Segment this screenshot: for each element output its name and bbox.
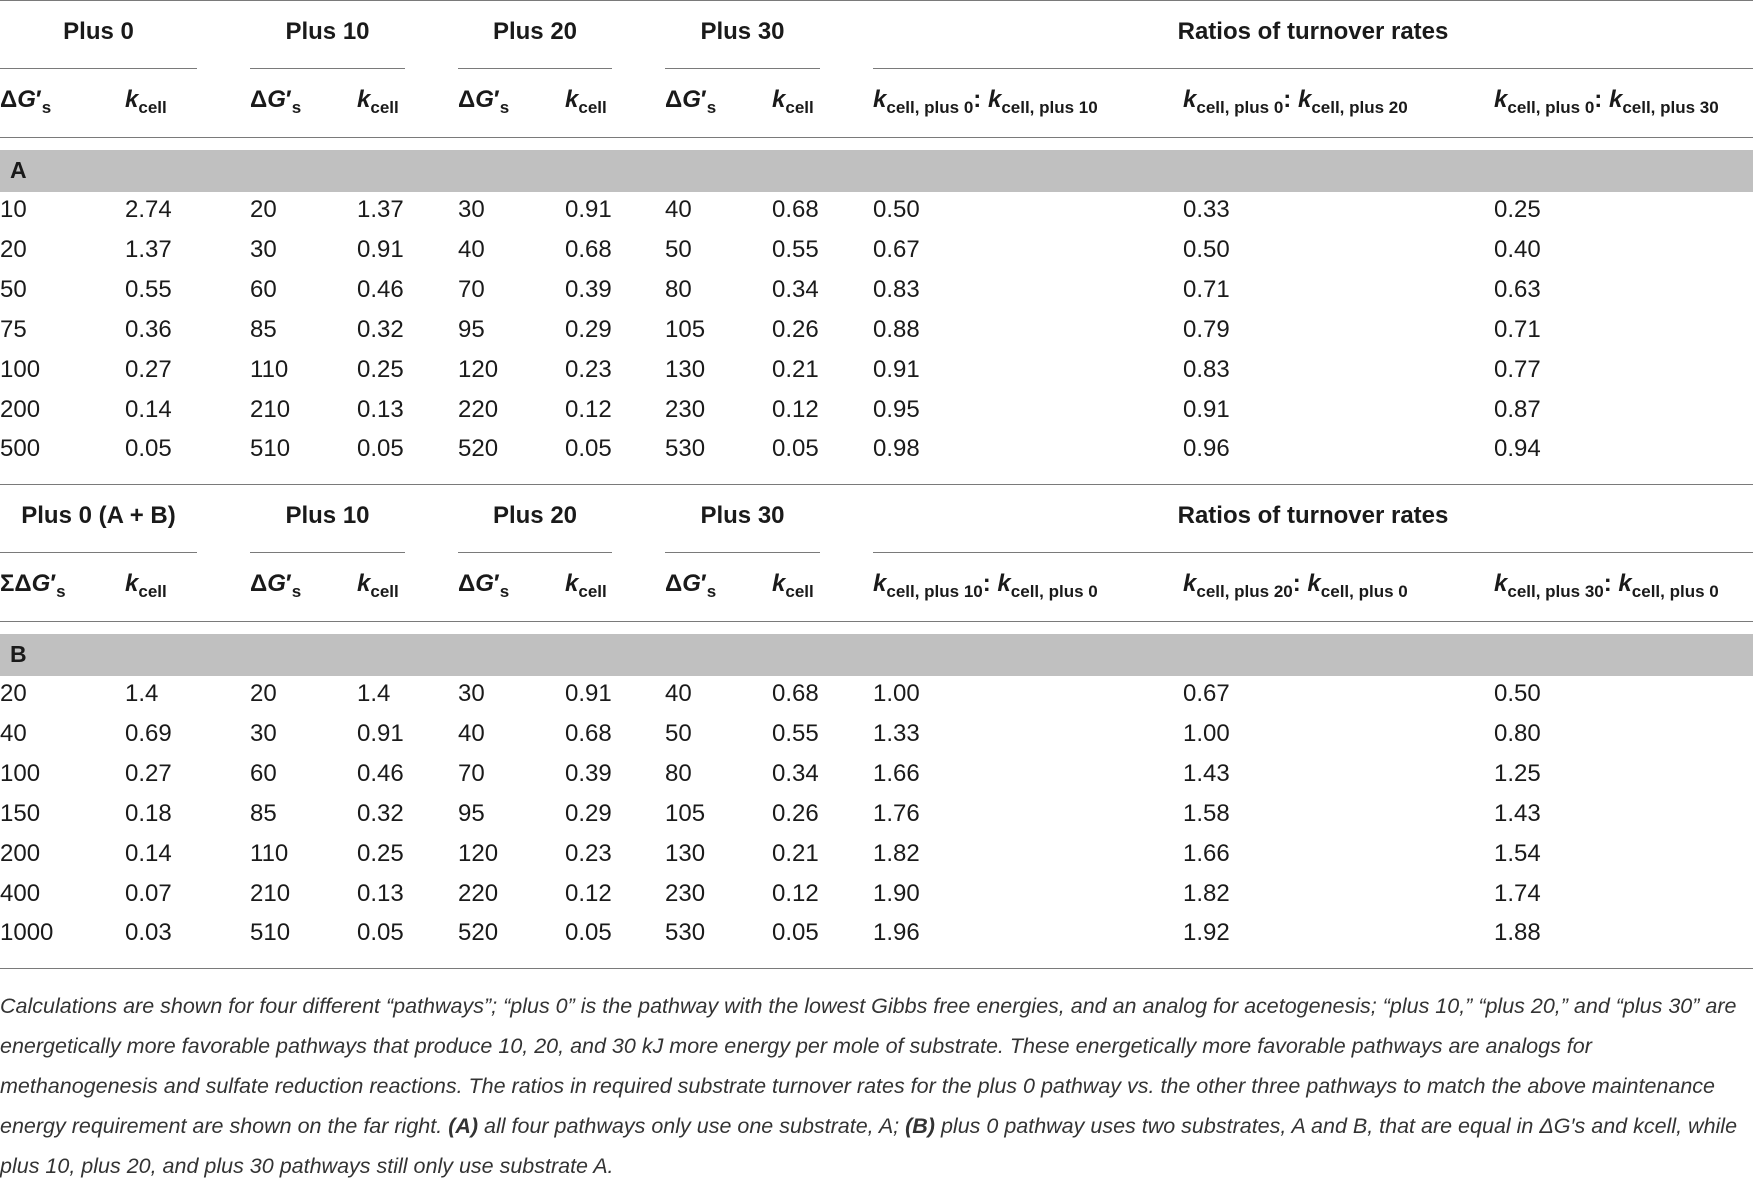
tableA-cell: 0.94: [1494, 435, 1541, 463]
tableA-cell: 0.91: [357, 235, 404, 263]
tableB-cell: 40: [665, 680, 692, 707]
tableA-cell: 75: [0, 315, 27, 343]
tableA-cell: 50: [665, 235, 692, 263]
tableA-cell: 0.55: [125, 275, 172, 303]
tableB-cell: 1.25: [1494, 759, 1541, 787]
tableB-cell: 230: [665, 879, 706, 907]
tableA-cell: 130: [665, 355, 706, 383]
tableB-col-dg-0: $\Sigma\Delta G'_s$: [0, 570, 66, 601]
tableA-group-rule-3: [665, 68, 820, 69]
tableB-cell: 1.43: [1494, 799, 1541, 827]
tableB-cell: 20: [0, 680, 27, 707]
tableB-cell: 0.50: [1494, 680, 1541, 707]
tableB-cell: 200: [0, 839, 41, 867]
tableA-cell: 70: [458, 275, 485, 303]
tableA-cell: 20: [250, 196, 277, 223]
tableA-top-rule: [0, 0, 1753, 1]
tableB-cell: 1000: [0, 919, 54, 947]
tableA-col-k-0: $k_{cell}$: [125, 86, 167, 117]
tableB-cell: 0.67: [1183, 680, 1230, 707]
tableB-cell: 220: [458, 879, 499, 907]
tableA-cell: 0.14: [125, 395, 172, 423]
caption-main-text: Calculations are shown for four different “pathways”; “plus 0” is the pathway with the lowest Gibbs free energies, and an analog for acetogenesis; “plus 10,” “plus 20,” and “plus 30” are energetically more favorable pathways that produce 10, 20, and 30 kJ more energy per mole of substrate. These energetically more favorable pathways are analogs for methanogenesis and sulfate reduction reactions. The ratios in required substrate turnover rates for the plus 0 pathway vs. the other three pathways to match the above maintenance energy requirement are shown on the far right.: [0, 994, 1737, 1138]
tableB-cell: 100: [0, 759, 41, 787]
tableB-col-ratio-2: $k_{cell, plus 30}$: $k_{cell, plus 0}$: [1494, 570, 1719, 601]
tableB-cell: 0.69: [125, 719, 172, 747]
tableA-cell: 500: [0, 435, 41, 463]
tableA-group-header-0: Plus 0: [63, 18, 134, 45]
tableB-cell: 0.03: [125, 919, 172, 947]
tableB-cell: 1.00: [1183, 719, 1230, 747]
tableA-cell: 0.23: [565, 355, 612, 383]
tableA-cell: 1.37: [125, 235, 172, 263]
tableB-cell: 130: [665, 839, 706, 867]
tableB-cell: 520: [458, 919, 499, 947]
tableB-cell: 1.82: [1183, 879, 1230, 907]
tableA-group-header-4: Ratios of turnover rates: [1177, 18, 1449, 45]
tableB-cell: 60: [250, 759, 277, 787]
tableB-cell: 80: [665, 759, 692, 787]
tableA-cell: 0.46: [357, 275, 404, 303]
tableB-group-header-2: Plus 20: [492, 502, 578, 529]
tableA-cell: 0.32: [357, 315, 404, 343]
tableA-cell: 510: [250, 435, 291, 463]
tableB-col-k-0: $k_{cell}$: [125, 570, 167, 601]
tableB-cell: 1.33: [873, 719, 920, 747]
tableA-section-band: [0, 150, 1753, 192]
tableA-cell: 520: [458, 435, 499, 463]
tableA-group-rule-1: [250, 68, 405, 69]
tableA-cell: 0.36: [125, 315, 172, 343]
tableA-group-header-3: Plus 30: [700, 18, 785, 45]
tableA-cell: 0.05: [125, 435, 172, 463]
tableB-cell: 1.92: [1183, 919, 1230, 947]
tableA-cell: 95: [458, 315, 485, 343]
tableB-cell: 0.25: [357, 839, 404, 867]
tableA-group-rule-4: [873, 68, 1753, 69]
tableA-cell: 40: [665, 196, 692, 223]
tableB-cell: 0.18: [125, 799, 172, 827]
tableB-cell: 0.27: [125, 759, 172, 787]
tableA-cell: 30: [250, 235, 277, 263]
tableB-cell: 110: [250, 839, 289, 867]
tableB-cell: 1.88: [1494, 919, 1541, 947]
tableB-cell: 0.12: [772, 879, 819, 907]
tableA-cell: 60: [250, 275, 277, 303]
caption-a-text: all four pathways only use one substrate, A;: [484, 1114, 900, 1138]
tableA-cell: 220: [458, 395, 499, 423]
tableA-col-dg-0: $\Delta G'_s$: [0, 86, 52, 117]
tableA-cell: 0.12: [565, 395, 612, 423]
tableB-cell: 1.00: [873, 680, 920, 707]
tableA-cell: 0.27: [125, 355, 172, 383]
tableA-group-header-1: Plus 10: [285, 18, 370, 45]
tableB-col-ratio-1: $k_{cell, plus 20}$: $k_{cell, plus 0}$: [1183, 570, 1408, 601]
tableA-cell: 530: [665, 435, 706, 463]
tableB-section-label: B: [10, 641, 27, 667]
tableB-cell: 0.05: [565, 919, 612, 947]
tableB-cell: 1.74: [1494, 879, 1541, 907]
tableA-cell: 0.50: [1183, 235, 1230, 263]
tableB-cell: 0.21: [772, 839, 819, 867]
tableB-cell: 1.43: [1183, 759, 1230, 787]
tableA-cell: 0.21: [772, 355, 819, 383]
tableA-col-ratio-1: $k_{cell, plus 0}$: $k_{cell, plus 20}$: [1183, 86, 1408, 117]
tableB-col-k-1: $k_{cell}$: [357, 570, 399, 601]
tableB-group-rule-2: [458, 552, 612, 553]
tableA-cell: 0.26: [772, 315, 819, 343]
tableA-cell: 0.96: [1183, 435, 1230, 463]
tableB-col-k-2: $k_{cell}$: [565, 570, 607, 601]
tableA-col-k-2: $k_{cell}$: [565, 86, 607, 117]
tableA-cell: 0.40: [1494, 235, 1541, 263]
tableB-cell: 30: [458, 680, 485, 707]
tableA-cell: 0.91: [873, 355, 920, 383]
tableB-col-dg-2: $\Delta G'_s$: [458, 570, 510, 601]
tableB-cell: 0.34: [772, 759, 819, 787]
tableB-header-rule: [0, 621, 1753, 622]
tableB-group-rule-3: [665, 552, 820, 553]
tableB-group-header-4: Ratios of turnover rates: [1177, 502, 1449, 529]
tableA-cell: 105: [665, 315, 706, 343]
tableA-col-dg-2: $\Delta G'_s$: [458, 86, 510, 117]
tableA-cell: 0.95: [873, 395, 920, 423]
tableA-cell: 0.29: [565, 315, 612, 343]
tableA-cell: 0.68: [565, 235, 612, 263]
tableA-group-rule-2: [458, 68, 612, 69]
tableB-group-header-0: Plus 0 (A + B): [21, 502, 176, 529]
tableA-cell: 0.13: [357, 395, 404, 423]
tableA-group-rule-0: [0, 68, 197, 69]
tableB-group-rule-0: [0, 552, 197, 553]
tableB-cell: 0.29: [565, 799, 612, 827]
tableB-cell: 50: [665, 719, 692, 747]
tableB-cell: 85: [250, 799, 277, 827]
tableB-cell: 150: [0, 799, 41, 827]
tableB-cell: 210: [250, 879, 291, 907]
tableA-cell: 0.67: [873, 235, 920, 263]
tableA-cell: 0.12: [772, 395, 819, 423]
tableB-col-dg-3: $\Delta G'_s$: [665, 570, 717, 601]
tableB-cell: 40: [458, 719, 485, 747]
tableB-cell: 95: [458, 799, 485, 827]
tableA-cell: 210: [250, 395, 291, 423]
tableA-cell: 230: [665, 395, 706, 423]
tableB-cell: 0.05: [772, 919, 819, 947]
tableA-cell: 50: [0, 275, 27, 303]
tableB-cell: 1.58: [1183, 799, 1230, 827]
tableB-cell: 1.76: [873, 799, 920, 827]
tableB-cell: 0.07: [125, 879, 172, 907]
tableB-cell: 105: [665, 799, 706, 827]
tableA-col-dg-1: $\Delta G'_s$: [250, 86, 302, 117]
tableA-cell: 110: [250, 355, 289, 383]
tableB-cell: 0.14: [125, 839, 172, 867]
tableB-cell: 0.05: [357, 919, 404, 947]
tableA-cell: 0.63: [1494, 275, 1541, 303]
caption-b-label: (B): [905, 1114, 935, 1138]
tableA-cell: 0.50: [873, 196, 920, 223]
tableA-col-k-3: $k_{cell}$: [772, 86, 814, 117]
tableB-cell: 0.23: [565, 839, 612, 867]
tableB-col-dg-1: $\Delta G'_s$: [250, 570, 302, 601]
tableA-cell: 0.34: [772, 275, 819, 303]
tableA-cell: 0.83: [873, 275, 920, 303]
tableA-cell: 0.25: [357, 355, 404, 383]
tableB-group-rule-1: [250, 552, 405, 553]
tableA-cell: 20: [0, 235, 27, 263]
tableA-col-ratio-2: $k_{cell, plus 0}$: $k_{cell, plus 30}$: [1494, 86, 1719, 117]
tableA-cell: 0.91: [1183, 395, 1230, 423]
tableA-cell: 0.77: [1494, 355, 1541, 383]
tableB-cell: 40: [0, 719, 27, 747]
tableB-cell: 400: [0, 879, 41, 907]
tableB-group-header-1: Plus 10: [285, 502, 370, 529]
tableA-cell: 0.87: [1494, 395, 1541, 423]
tableA-cell: 10: [0, 196, 27, 223]
tableA-cell: 85: [250, 315, 277, 343]
tableA-cell: 1.37: [357, 196, 404, 223]
tableA-cell: 2.74: [125, 196, 172, 223]
tableB-cell: 1.66: [1183, 839, 1230, 867]
tableA-cell: 0.91: [565, 196, 612, 223]
table-bottom-rule: [0, 968, 1753, 969]
tableB-col-k-3: $k_{cell}$: [772, 570, 814, 601]
tableB-cell: 1.4: [125, 680, 159, 707]
caption-a-label: (A): [448, 1114, 479, 1138]
tableA-cell: 0.71: [1183, 275, 1230, 303]
tableB-cell: 0.68: [772, 680, 819, 707]
tableA-group-header-2: Plus 20: [492, 18, 578, 45]
tableA-col-k-1: $k_{cell}$: [357, 86, 399, 117]
tableB-cell: 0.12: [565, 879, 612, 907]
tableA-cell: 0.98: [873, 435, 920, 463]
tableA-cell: 0.71: [1494, 315, 1541, 343]
tableA-cell: 0.55: [772, 235, 819, 263]
tableB-cell: 70: [458, 759, 485, 787]
tableB-cell: 0.26: [772, 799, 819, 827]
tableB-cell: 0.46: [357, 759, 404, 787]
tableB-cell: 0.68: [565, 719, 612, 747]
tableA-cell: 0.79: [1183, 315, 1230, 343]
tableB-group-header-3: Plus 30: [700, 502, 785, 529]
tableB-cell: 1.82: [873, 839, 920, 867]
tableA-cell: 0.05: [772, 435, 819, 463]
tableA-cell: 0.33: [1183, 196, 1230, 223]
tableB-cell: 0.39: [565, 759, 612, 787]
tableA-cell: 80: [665, 275, 692, 303]
tableB-cell: 0.32: [357, 799, 404, 827]
tableB-section-band: [0, 634, 1753, 676]
tableB-cell: 120: [458, 839, 499, 867]
tableA-cell: 0.05: [357, 435, 404, 463]
tableB-cell: 30: [250, 719, 277, 747]
tableA-cell: 0.88: [873, 315, 920, 343]
tableB-cell: 1.66: [873, 759, 920, 787]
tableB-cell: 20: [250, 680, 277, 707]
caption-b-text: plus 0 pathway uses two substrates, A and B, that are equal in ΔG′s and kcell, while plus 10, plus 20, and plus 30 pathways still only use substrate A.: [0, 1114, 1738, 1178]
tableA-cell: 0.83: [1183, 355, 1230, 383]
tableB-top-rule: [0, 484, 1753, 485]
tableB-cell: 1.4: [357, 680, 391, 707]
tableB-cell: 510: [250, 919, 291, 947]
tableB-cell: 0.91: [565, 680, 612, 707]
tableA-col-dg-3: $\Delta G'_s$: [665, 86, 717, 117]
tableA-section-label: A: [10, 157, 27, 183]
tableA-cell: 0.68: [772, 196, 819, 223]
tableB-cell: 1.90: [873, 879, 920, 907]
tableB-col-ratio-0: $k_{cell, plus 10}$: $k_{cell, plus 0}$: [873, 570, 1098, 601]
tableB-cell: 1.96: [873, 919, 920, 947]
tableB-cell: 0.13: [357, 879, 404, 907]
tableA-header-rule: [0, 137, 1753, 138]
table-caption: [0, 986, 1753, 1186]
tableA-cell: 40: [458, 235, 485, 263]
tableA-cell: 0.39: [565, 275, 612, 303]
tableA-cell: 100: [0, 355, 41, 383]
tableB-cell: 530: [665, 919, 706, 947]
tableA-cell: 120: [458, 355, 499, 383]
tableA-cell: 200: [0, 395, 41, 423]
tableB-cell: 0.55: [772, 719, 819, 747]
tableA-cell: 0.25: [1494, 196, 1541, 223]
tableB-cell: 1.54: [1494, 839, 1541, 867]
tableA-cell: 30: [458, 196, 485, 223]
tableA-col-ratio-0: $k_{cell, plus 0}$: $k_{cell, plus 10}$: [873, 86, 1098, 117]
tableB-cell: 0.91: [357, 719, 404, 747]
tableA-cell: 0.05: [565, 435, 612, 463]
tableB-group-rule-4: [873, 552, 1753, 553]
tableB-cell: 0.80: [1494, 719, 1541, 747]
